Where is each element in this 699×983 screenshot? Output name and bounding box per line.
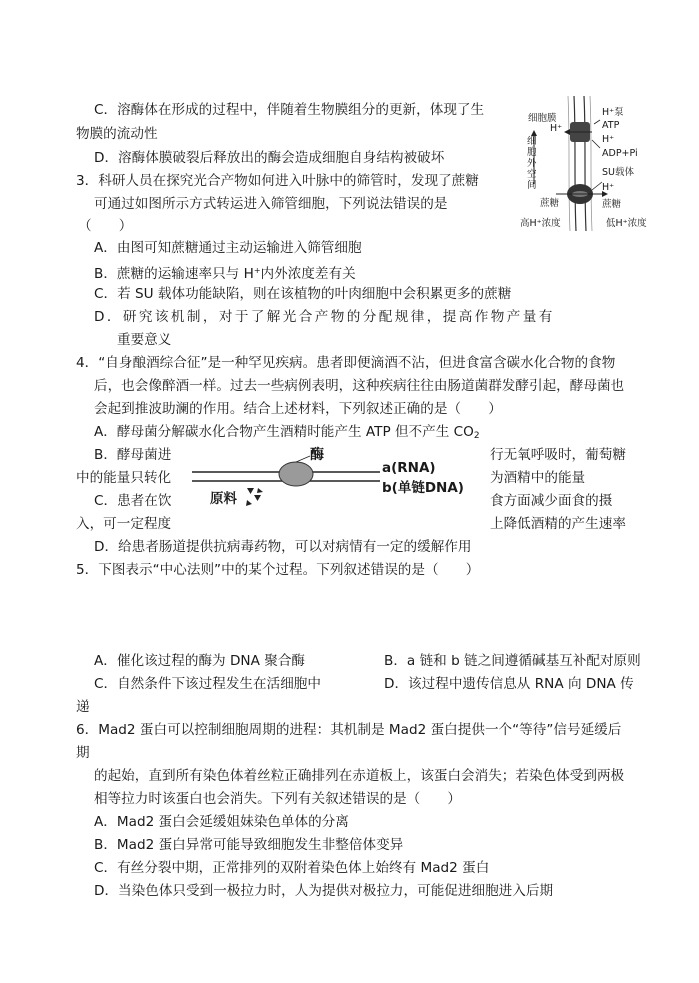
q6-option-d: D．当染色体只受到一极拉力时，人为提供对极拉力，可能促进细胞进入后期 bbox=[94, 883, 554, 899]
label-h-plus-3: H⁺ bbox=[602, 182, 615, 193]
q4-option-b-part1: B．酵母菌进 bbox=[94, 447, 172, 463]
q3-stem-line2: 可通过如图所示方式转运进入筛管细胞，下列说法错误的是 bbox=[94, 196, 448, 212]
q4-option-c-part4: 上降低酒精的产生速率 bbox=[490, 516, 626, 532]
q4-option-b-part3: 中的能量只转化 bbox=[76, 470, 172, 486]
q2-option-c-line2: 物膜的流动性 bbox=[76, 126, 158, 142]
label-sucrose-left: 蔗糖 bbox=[540, 198, 560, 209]
label-extracellular: 细胞外空间 bbox=[527, 136, 537, 191]
q4-stem-line1: 4．“自身酿酒综合征”是一种罕见疾病。患者即便滴酒不沾，但进食富含碳水化合物的食物 bbox=[76, 355, 616, 371]
q3-answer-paren: （ ） bbox=[78, 218, 133, 234]
q4-option-a bbox=[94, 422, 480, 446]
label-sucrose-right: 蔗糖 bbox=[602, 199, 622, 210]
q3-option-c: C．若 SU 载体功能缺陷，则在该植物的叶肉细胞中会积累更多的蔗糖 bbox=[94, 286, 512, 302]
q3-option-d-line1: D．研究该机制，对于了解光合产物的分配规律，提高作物产量有 bbox=[94, 309, 555, 325]
label-enzyme: 酶 bbox=[310, 447, 324, 463]
label-low-h: 低H⁺浓度 bbox=[606, 218, 647, 229]
q3-option-b-pre: B．蔗糖的运输速率只与 H bbox=[94, 266, 254, 282]
q6-stem-line1: 6．Mad2 蛋白可以控制细胞周期的进程：其机制是 Mad2 蛋白提供一个“等待”信号延缓后 bbox=[76, 722, 622, 738]
q3-stem-line1: 3．科研人员在探究光合产物如何进入叶脉中的筛管时，发现了蔗糖 bbox=[76, 173, 479, 189]
q6-stem-line2: 期 bbox=[76, 745, 90, 761]
q3-option-a: A．由图可知蔗糖通过主动运输进入筛管细胞 bbox=[94, 240, 362, 256]
q6-option-b: B．Mad2 蛋白异常可能导致细胞发生非整倍体变异 bbox=[94, 837, 404, 853]
q3-option-b bbox=[94, 261, 356, 284]
q4-option-b-part2: 行无氧呼吸时，葡萄糖 bbox=[490, 447, 626, 463]
label-h-pump: H⁺泵 bbox=[602, 107, 624, 118]
q3-option-d-line2: 重要意义 bbox=[117, 332, 172, 348]
q5-option-c: C．自然条件下该过程发生在活细胞中 bbox=[94, 676, 321, 692]
q4-option-c-part1: C．患者在饮 bbox=[94, 493, 172, 509]
label-h-plus-1: H⁺ bbox=[550, 123, 563, 134]
q4-option-c-part3: 入，可一定程度 bbox=[76, 516, 172, 532]
q5-option-d-line2: 递 bbox=[76, 699, 90, 715]
q3-transport-figure bbox=[516, 96, 666, 231]
label-adp-pi: ADP+Pi bbox=[602, 148, 638, 159]
q2-option-c-line1: C．溶酶体在形成的过程中，伴随着生物膜组分的更新，体现了生 bbox=[94, 102, 485, 118]
q5-option-a: A．催化该过程的酶为 DNA 聚合酶 bbox=[94, 653, 306, 669]
q5-option-b: B．a 链和 b 链之间遵循碱基互补配对原则 bbox=[384, 653, 641, 669]
q3-option-b-post: 内外浓度差有关 bbox=[260, 266, 356, 282]
label-chain-b: b(单链DNA) bbox=[382, 480, 464, 496]
label-high-h: 高H⁺浓度 bbox=[520, 218, 561, 229]
q6-option-c: C．有丝分裂中期，正常排列的双附着染色体上始终有 Mad2 蛋白 bbox=[94, 860, 490, 876]
q6-stem-line4: 相等拉力时该蛋白也会消失。下列有关叙述错误的是（ ） bbox=[94, 791, 462, 807]
q4-option-c-part2: 食方面减少面食的摄 bbox=[490, 493, 613, 509]
raw-material-icon bbox=[246, 488, 263, 506]
q6-stem-line3: 的起始，直到所有染色体着丝粒正确排列在赤道板上，该蛋白会消失；若染色体受到两极 bbox=[94, 768, 625, 784]
q4-option-a-sub: 2 bbox=[473, 431, 480, 441]
label-chain-a: a(RNA) bbox=[382, 460, 436, 476]
q5-reverse-transcription-figure bbox=[192, 444, 482, 514]
q2-option-d: D．溶酶体膜破裂后释放出的酶会造成细胞自身结构被破坏 bbox=[94, 150, 445, 166]
q5-option-d-line1: D．该过程中遗传信息从 RNA 向 DNA 传 bbox=[384, 676, 634, 692]
label-cell-membrane: 细胞膜 bbox=[528, 113, 557, 124]
q4-option-b-part4: 为酒精中的能量 bbox=[490, 470, 586, 486]
q4-option-a-text: A．酵母菌分解碳水化合物产生酒精时能产生 ATP 但不产生 CO bbox=[94, 424, 474, 440]
q4-stem-line3: 会起到推波助澜的作用。结合上述材料，下列叙述正确的是（ ） bbox=[94, 401, 502, 417]
label-atp: ATP bbox=[602, 120, 620, 131]
q4-stem-line2: 后，也会像醉酒一样。过去一些病例表明，这种疾病往往由肠道菌群发酵引起，酵母菌也 bbox=[94, 378, 625, 394]
label-su-carrier: SU载体 bbox=[602, 167, 634, 178]
label-material: 原料 bbox=[210, 491, 237, 507]
q3-option-b-sup: + bbox=[253, 266, 261, 275]
label-h-plus-2: H⁺ bbox=[602, 134, 615, 145]
q5-stem: 5．下图表示“中心法则”中的某个过程。下列叙述错误的是（ ） bbox=[76, 562, 480, 578]
q4-option-d: D．给患者肠道提供抗病毒药物，可以对病情有一定的缓解作用 bbox=[94, 539, 472, 555]
enzyme-shape bbox=[279, 462, 313, 486]
q6-option-a: A．Mad2 蛋白会延缓姐妹染色单体的分离 bbox=[94, 814, 349, 830]
